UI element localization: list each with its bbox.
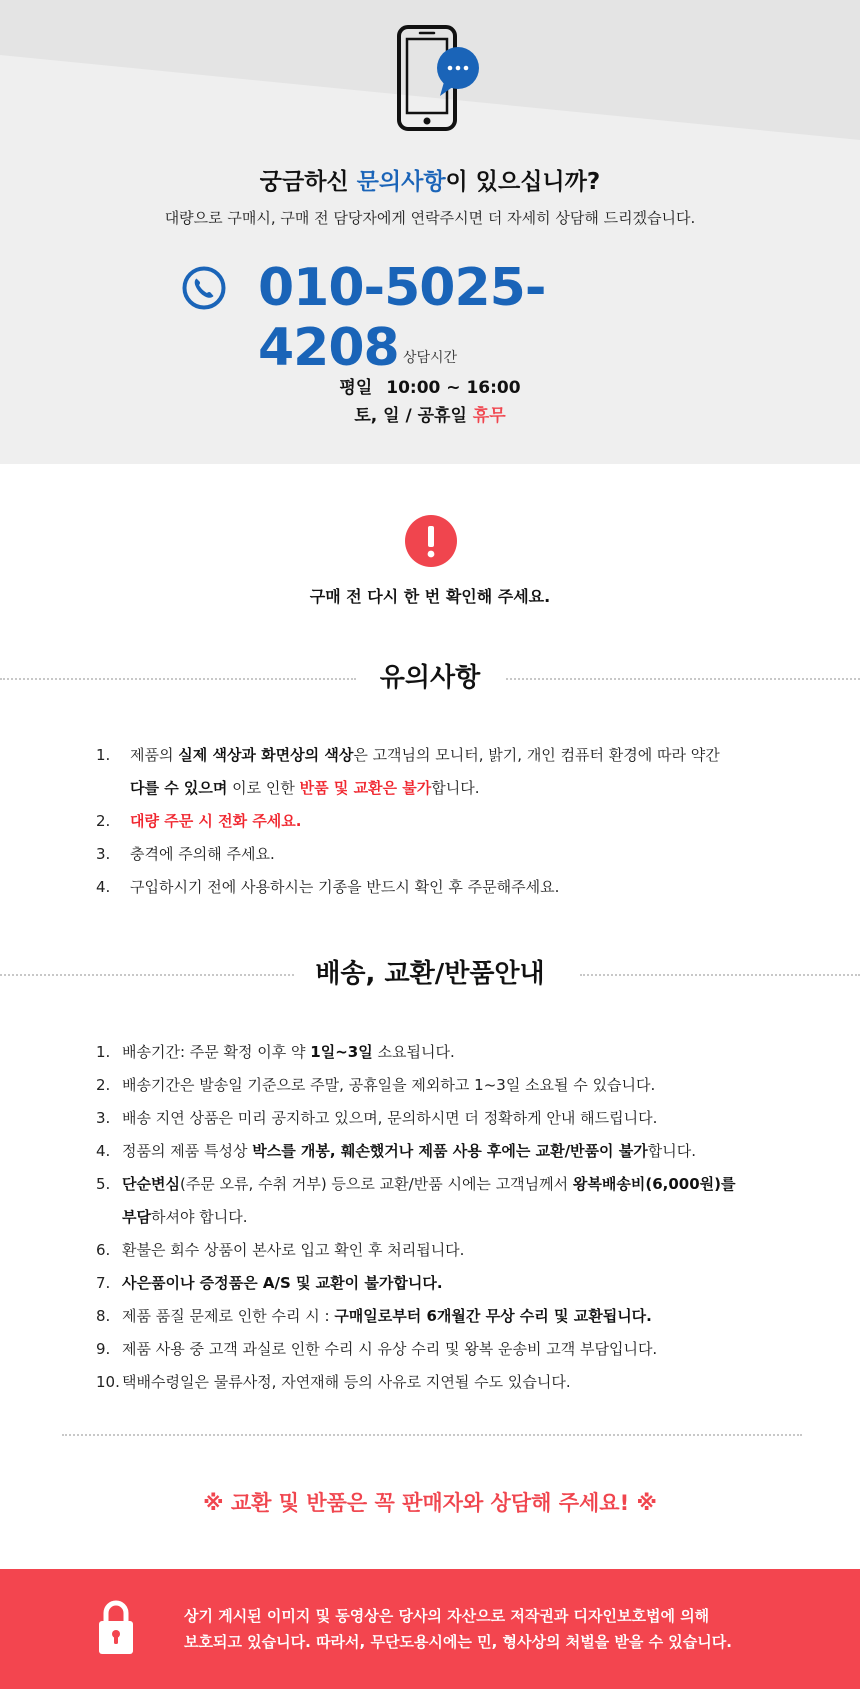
list-number: 1. bbox=[96, 746, 111, 764]
weekend-status: 휴무 bbox=[472, 406, 506, 426]
list-item bbox=[96, 1366, 796, 1399]
list-number: 8. bbox=[96, 1307, 111, 1325]
list-text: 배송 지연 상품은 미리 공지하고 있으며, 문의하시면 더 정확하게 안내 해드립니다. bbox=[122, 1109, 658, 1127]
phone-call-icon[interactable] bbox=[182, 266, 226, 310]
list-text: 제품 사용 중 고객 과실로 인한 수리 시 유상 수리 및 왕복 운송비 고객 부담입니다. bbox=[122, 1340, 658, 1358]
list-number: 3. bbox=[96, 1109, 111, 1127]
list-text: 합니다. bbox=[431, 779, 480, 797]
list-text: 구입하시기 전에 사용하시는 기종을 반드시 확인 후 주문해주세요. bbox=[130, 878, 560, 896]
contact-title-pre: 궁금하신 bbox=[259, 169, 357, 195]
list-number: 4. bbox=[96, 878, 111, 896]
list-item bbox=[96, 739, 796, 805]
list-number: 2. bbox=[96, 1076, 111, 1094]
list-item bbox=[96, 1234, 796, 1267]
weekend-label: 토, 일 / 공휴일 bbox=[354, 406, 473, 426]
list-text: 충격에 주의해 주세요. bbox=[130, 845, 275, 863]
list-number: 4. bbox=[96, 1142, 111, 1160]
exchange-warning: ※ 교환 및 반품은 꼭 판매자와 상담해 주세요! ※ bbox=[203, 1491, 657, 1515]
contact-title bbox=[0, 163, 860, 196]
notice-title: 유의사항 bbox=[379, 663, 481, 693]
list-text-red: 대량 주문 시 전화 주세요. bbox=[130, 812, 302, 830]
weekday-hours bbox=[0, 373, 860, 398]
weekend-hours bbox=[0, 401, 860, 426]
list-text-bold: 부담 bbox=[122, 1208, 151, 1226]
contact-title-post: 이 있으십니까? bbox=[445, 169, 601, 195]
dotted-divider bbox=[62, 1434, 802, 1436]
list-text-red: 반품 및 교환은 불가 bbox=[299, 779, 432, 797]
list-item bbox=[96, 1300, 796, 1333]
list-text-bold: 다를 수 있으며 bbox=[130, 779, 228, 797]
list-text: 택배수령일은 물류사정, 자연재해 등의 사유로 지연될 수도 있습니다. bbox=[122, 1373, 571, 1391]
notice-list bbox=[96, 739, 796, 904]
contact-description: 대량으로 구매시, 구매 전 담당자에게 연락주시면 더 자세히 상담해 드리겠습니다. bbox=[164, 209, 696, 227]
list-item bbox=[96, 1267, 796, 1300]
hours-label: 상담시간 bbox=[402, 350, 458, 366]
list-number: 3. bbox=[96, 845, 111, 863]
list-text: 제품 품질 문제로 인한 수리 시 : bbox=[122, 1307, 335, 1325]
list-number: 7. bbox=[96, 1274, 111, 1292]
list-item bbox=[96, 1333, 796, 1366]
list-text: 하셔야 합니다. bbox=[150, 1208, 248, 1226]
list-text: 배송기간: 주문 확정 이후 약 bbox=[122, 1043, 311, 1061]
list-number: 10. bbox=[96, 1373, 120, 1391]
weekday-hours-value: 10:00 ~ 16:00 bbox=[386, 378, 521, 398]
mobile-chat-icon bbox=[396, 24, 480, 134]
exclamation-icon bbox=[405, 515, 457, 567]
list-text-bold: 왕복배송비(6,000원)를 bbox=[572, 1175, 736, 1193]
copyright-footer bbox=[0, 1569, 860, 1689]
list-text: 환불은 회수 상품이 본사로 입고 확인 후 처리됩니다. bbox=[122, 1241, 465, 1259]
notice-heading bbox=[0, 658, 860, 698]
list-text-bold: 단순변심 bbox=[122, 1175, 180, 1193]
list-text-bold: 구매일로부터 6개월간 무상 수리 및 교환됩니다. bbox=[334, 1307, 652, 1325]
list-item bbox=[96, 1036, 796, 1069]
list-text: 이로 인한 bbox=[227, 779, 300, 797]
list-text: 합니다. bbox=[647, 1142, 696, 1160]
list-text: (주문 오류, 수취 거부) 등으로 교환/반품 시에는 고객님께서 bbox=[179, 1175, 573, 1193]
list-text: 소요됩니다. bbox=[372, 1043, 455, 1061]
shipping-list bbox=[96, 1036, 796, 1399]
contact-title-accent: 문의사항 bbox=[356, 169, 446, 195]
list-item bbox=[96, 1135, 796, 1168]
list-item bbox=[96, 805, 796, 838]
list-number: 5. bbox=[96, 1175, 111, 1193]
list-text-bold: 박스를 개봉, 훼손했거나 제품 사용 후에는 교환/반품이 불가 bbox=[252, 1142, 648, 1160]
list-item bbox=[96, 1168, 796, 1234]
shipping-heading bbox=[0, 954, 860, 994]
list-text: 은 고객님의 모니터, 밝기, 개인 컴퓨터 환경에 따라 약간 bbox=[353, 746, 720, 764]
list-item bbox=[96, 871, 796, 904]
list-text: 정품의 제품 특성상 bbox=[122, 1142, 253, 1160]
list-number: 9. bbox=[96, 1340, 111, 1358]
list-text-bold: 실제 색상과 화면상의 색상 bbox=[178, 746, 354, 764]
copyright-line-2: 보호되고 있습니다. 따라서, 무단도용시에는 민, 형사상의 처벌을 받을 수 있습니다. bbox=[184, 1633, 732, 1651]
copyright-notice bbox=[184, 1603, 804, 1655]
list-item bbox=[96, 838, 796, 871]
list-text-bold: 사은품이나 증정품은 A/S 및 교환이 불가합니다. bbox=[122, 1274, 443, 1292]
copyright-line-1: 상기 게시된 이미지 및 동영상은 당사의 자산으로 저작권과 디자인보호법에 의해 bbox=[184, 1607, 710, 1625]
list-item bbox=[96, 1102, 796, 1135]
list-number: 1. bbox=[96, 1043, 111, 1061]
list-number: 2. bbox=[96, 812, 111, 830]
lock-icon bbox=[98, 1599, 134, 1655]
list-text: 제품의 bbox=[130, 746, 179, 764]
list-text: 배송기간은 발송일 기준으로 주말, 공휴일을 제외하고 1~3일 소요될 수 있습니다. bbox=[122, 1076, 656, 1094]
phone-number-link[interactable]: 010-5025-4208 bbox=[258, 258, 546, 378]
list-text-bold: 1일~3일 bbox=[310, 1043, 373, 1061]
weekday-label: 평일 bbox=[339, 378, 373, 398]
list-number: 6. bbox=[96, 1241, 111, 1259]
list-item bbox=[96, 1069, 796, 1102]
confirm-message: 구매 전 다시 한 번 확인해 주세요. bbox=[309, 587, 551, 606]
contact-section bbox=[0, 0, 860, 464]
shipping-title: 배송, 교환/반품안내 bbox=[315, 959, 545, 989]
